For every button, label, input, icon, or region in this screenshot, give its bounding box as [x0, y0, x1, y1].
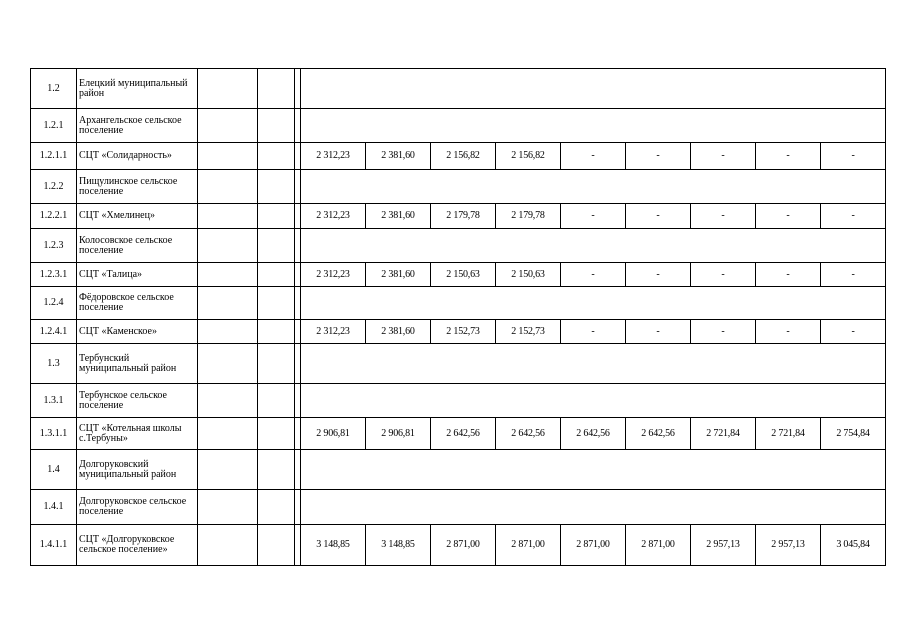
blank-cell	[198, 525, 258, 566]
table-row	[31, 109, 886, 143]
value-cell: 2 957,13	[691, 525, 756, 566]
value-cell: -	[691, 204, 756, 229]
row-name: СЦТ «Каменское»	[77, 320, 198, 344]
value-cell: -	[756, 143, 821, 170]
value-cell: 2 381,60	[366, 204, 431, 229]
value-cell: 2 312,23	[301, 263, 366, 287]
row-name: Фёдоровское сельское поселение	[77, 287, 198, 320]
table-body	[31, 69, 886, 566]
value-cell: -	[691, 143, 756, 170]
value-cell: 3 148,85	[366, 525, 431, 566]
value-cell: -	[821, 263, 886, 287]
merged-blank-cell	[301, 109, 886, 143]
row-name: Елецкий муниципальный район	[77, 69, 198, 109]
value-cell: 3 148,85	[301, 525, 366, 566]
value-cell: 2 381,60	[366, 263, 431, 287]
blank-cell	[198, 170, 258, 204]
row-number: 1.2.4	[31, 287, 77, 320]
value-cell: 2 871,00	[431, 525, 496, 566]
value-cell: -	[626, 204, 691, 229]
row-number: 1.2.1	[31, 109, 77, 143]
row-name: СЦТ «Солидарность»	[77, 143, 198, 170]
blank-cell	[258, 490, 295, 525]
blank-cell	[258, 320, 295, 344]
blank-cell	[198, 450, 258, 490]
value-cell: 2 906,81	[301, 418, 366, 450]
value-cell: -	[756, 204, 821, 229]
blank-cell	[198, 143, 258, 170]
table-row	[31, 287, 886, 320]
table-row	[31, 450, 886, 490]
table-row	[31, 170, 886, 204]
merged-blank-cell	[301, 344, 886, 384]
row-name: Долгоруковское сельское поселение	[77, 490, 198, 525]
value-cell: 2 312,23	[301, 320, 366, 344]
blank-cell	[258, 143, 295, 170]
row-number: 1.3.1	[31, 384, 77, 418]
value-cell: 2 156,82	[496, 143, 561, 170]
row-number: 1.4.1	[31, 490, 77, 525]
table-row	[31, 69, 886, 109]
merged-blank-cell	[301, 384, 886, 418]
table-row	[31, 263, 886, 287]
blank-cell	[198, 263, 258, 287]
row-number: 1.3.1.1	[31, 418, 77, 450]
value-cell: 2 312,23	[301, 204, 366, 229]
row-number: 1.4	[31, 450, 77, 490]
row-number: 1.2.2.1	[31, 204, 77, 229]
table-row	[31, 320, 886, 344]
blank-cell	[198, 229, 258, 263]
table-row	[31, 384, 886, 418]
value-cell: 2 906,81	[366, 418, 431, 450]
blank-cell	[198, 320, 258, 344]
value-cell: 2 642,56	[561, 418, 626, 450]
blank-cell	[258, 263, 295, 287]
value-cell: -	[756, 320, 821, 344]
value-cell: -	[561, 204, 626, 229]
value-cell: 2 156,82	[431, 143, 496, 170]
value-cell: 2 642,56	[626, 418, 691, 450]
value-cell: -	[626, 263, 691, 287]
table-row	[31, 418, 886, 450]
row-name: Пищулинское сельское поселение	[77, 170, 198, 204]
blank-cell	[258, 204, 295, 229]
value-cell: -	[821, 143, 886, 170]
value-cell: -	[821, 204, 886, 229]
table-row	[31, 229, 886, 263]
row-number: 1.2.1.1	[31, 143, 77, 170]
value-cell: 2 152,73	[431, 320, 496, 344]
value-cell: 2 381,60	[366, 143, 431, 170]
merged-blank-cell	[301, 229, 886, 263]
row-name: Тербунское сельское поселение	[77, 384, 198, 418]
blank-cell	[258, 344, 295, 384]
blank-cell	[258, 69, 295, 109]
table-row	[31, 143, 886, 170]
row-number: 1.2.2	[31, 170, 77, 204]
value-cell: 2 721,84	[756, 418, 821, 450]
value-cell: 2 150,63	[496, 263, 561, 287]
value-cell: -	[561, 263, 626, 287]
row-number: 1.2.4.1	[31, 320, 77, 344]
merged-blank-cell	[301, 450, 886, 490]
value-cell: 2 179,78	[431, 204, 496, 229]
value-cell: 2 957,13	[756, 525, 821, 566]
value-cell: 2 721,84	[691, 418, 756, 450]
value-cell: 2 150,63	[431, 263, 496, 287]
value-cell: -	[756, 263, 821, 287]
value-cell: -	[691, 320, 756, 344]
blank-cell	[258, 109, 295, 143]
row-name: Архангельское сельское поселение	[77, 109, 198, 143]
row-name: СЦТ «Талица»	[77, 263, 198, 287]
row-name: СЦТ «Долгоруковское сельское поселение»	[77, 525, 198, 566]
blank-cell	[258, 450, 295, 490]
row-name: Тербунский муниципальный район	[77, 344, 198, 384]
value-cell: 2 871,00	[626, 525, 691, 566]
value-cell: 2 381,60	[366, 320, 431, 344]
blank-cell	[198, 384, 258, 418]
value-cell: 2 152,73	[496, 320, 561, 344]
value-cell: -	[821, 320, 886, 344]
row-name: СЦТ «Хмелинец»	[77, 204, 198, 229]
blank-cell	[198, 287, 258, 320]
row-number: 1.2.3.1	[31, 263, 77, 287]
value-cell: 3 045,84	[821, 525, 886, 566]
value-cell: 2 871,00	[561, 525, 626, 566]
value-cell: 2 642,56	[431, 418, 496, 450]
merged-blank-cell	[301, 170, 886, 204]
blank-cell	[198, 344, 258, 384]
blank-cell	[198, 418, 258, 450]
blank-cell	[258, 170, 295, 204]
row-name: Долгоруковский муниципальный район	[77, 450, 198, 490]
table-row	[31, 344, 886, 384]
value-cell: -	[626, 320, 691, 344]
blank-cell	[198, 69, 258, 109]
value-cell: -	[691, 263, 756, 287]
blank-cell	[258, 384, 295, 418]
table-row	[31, 204, 886, 229]
blank-cell	[258, 229, 295, 263]
blank-cell	[258, 525, 295, 566]
table-row	[31, 525, 886, 566]
value-cell: 2 871,00	[496, 525, 561, 566]
table-row	[31, 490, 886, 525]
blank-cell	[198, 204, 258, 229]
blank-cell	[198, 109, 258, 143]
row-name: Колосовское сельское поселение	[77, 229, 198, 263]
value-cell: -	[561, 320, 626, 344]
tariff-table	[30, 68, 886, 566]
merged-blank-cell	[301, 287, 886, 320]
blank-cell	[258, 418, 295, 450]
value-cell: -	[561, 143, 626, 170]
value-cell: -	[626, 143, 691, 170]
row-number: 1.3	[31, 344, 77, 384]
merged-blank-cell	[301, 69, 886, 109]
merged-blank-cell	[301, 490, 886, 525]
blank-cell	[258, 287, 295, 320]
value-cell: 2 642,56	[496, 418, 561, 450]
blank-cell	[198, 490, 258, 525]
value-cell: 2 754,84	[821, 418, 886, 450]
row-number: 1.2.3	[31, 229, 77, 263]
value-cell: 2 179,78	[496, 204, 561, 229]
row-number: 1.4.1.1	[31, 525, 77, 566]
row-number: 1.2	[31, 69, 77, 109]
value-cell: 2 312,23	[301, 143, 366, 170]
row-name: СЦТ «Котельная школы с.Тербуны»	[77, 418, 198, 450]
